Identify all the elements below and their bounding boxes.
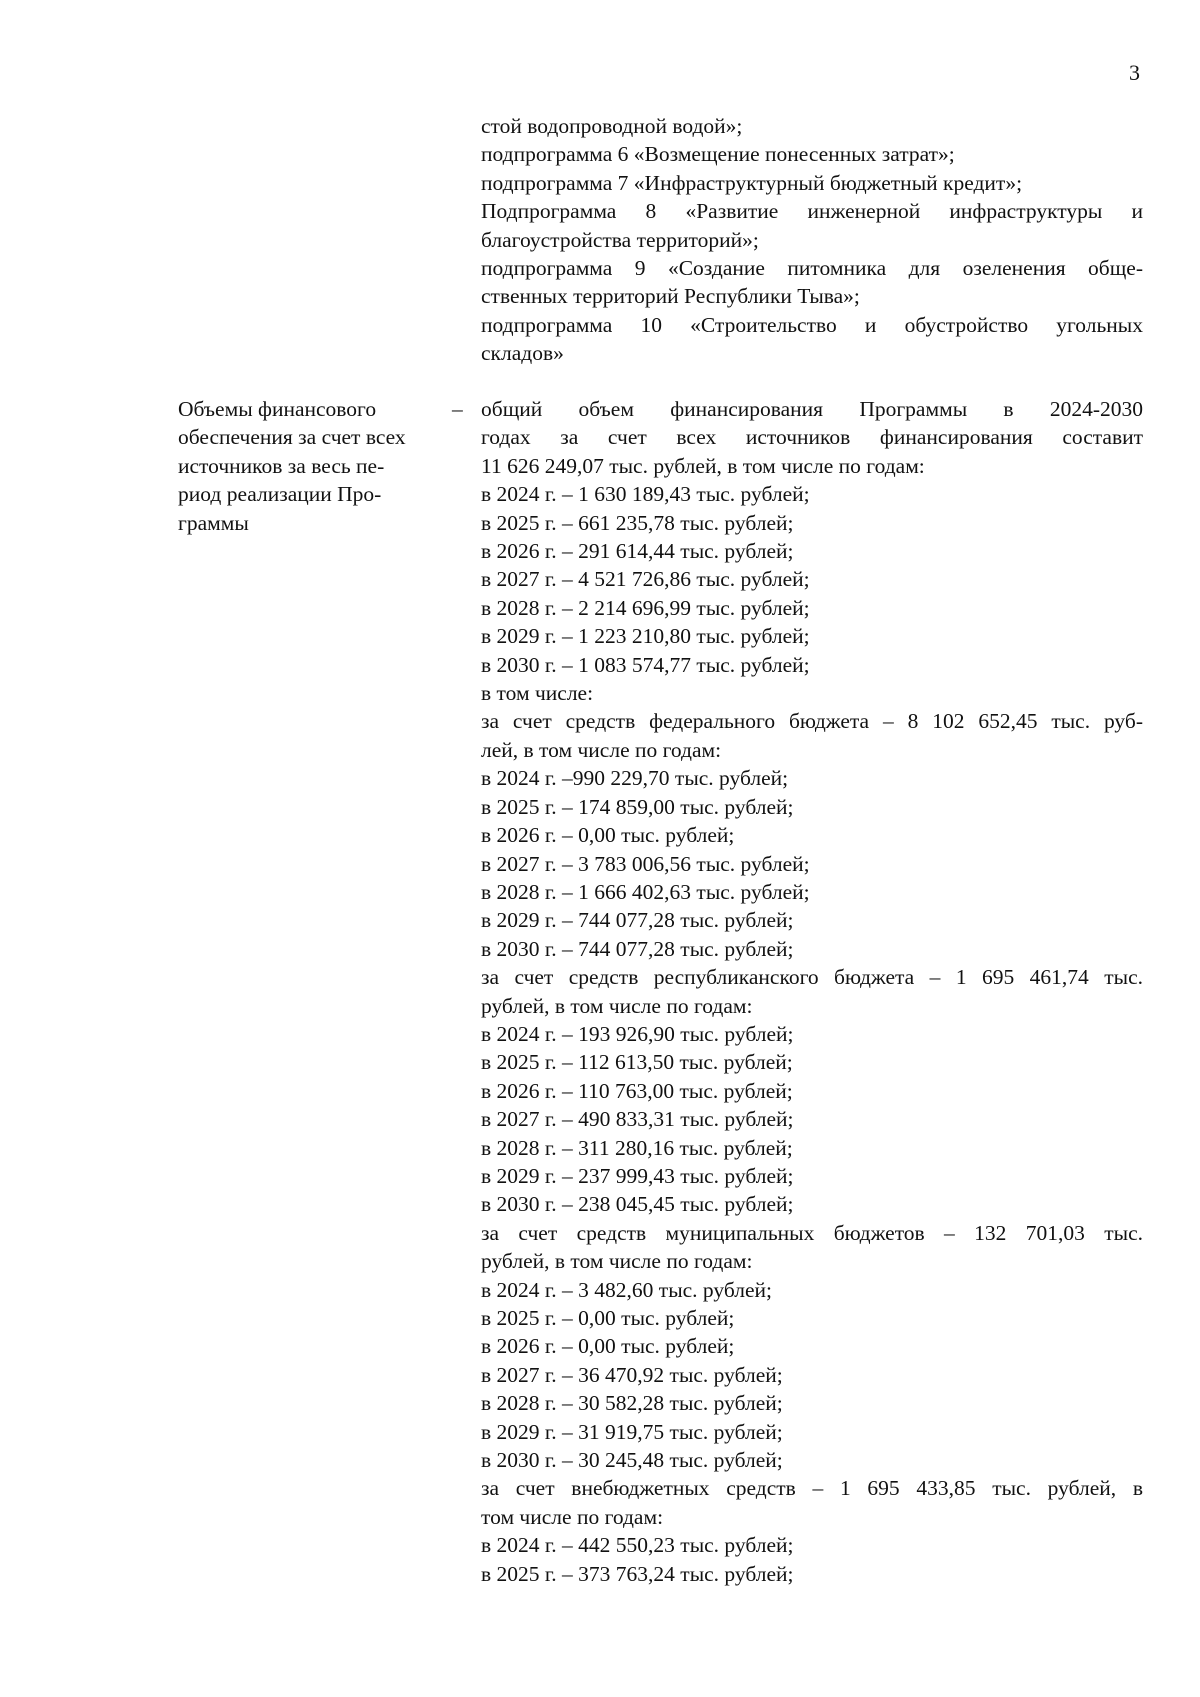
financing-line: лей, в том числе по годам: — [481, 737, 722, 762]
page-number: 3 — [1129, 60, 1140, 85]
financing-line: в 2025 г. – 373 763,24 тыс. рублей; — [481, 1561, 794, 1586]
subprogram-line: подпрограмма 7 «Инфраструктурный бюджетный кредит»; — [481, 170, 1023, 195]
financing-line: годах за счет всех источников финансирования составит — [481, 425, 1143, 450]
financing-line: общий объем финансирования Программы в 2024-2030 — [481, 397, 1143, 421]
subprogram-line: подпрограмма 10 «Строительство и обустройство угольных — [481, 312, 1143, 337]
financing-line: за счет внебюджетных средств – 1 695 433,85 тыс. рублей, в — [481, 1476, 1143, 1501]
financing-line: 11 626 249,07 тыс. рублей, в том числе по годам: — [481, 453, 925, 478]
financing-line: в 2030 г. – 30 245,48 тыс. рублей; — [481, 1448, 783, 1473]
financing-line: в 2028 г. – 30 582,28 тыс. рублей; — [481, 1391, 783, 1416]
financing-line: в 2026 г. – 0,00 тыс. рублей; — [481, 1334, 735, 1359]
financing-line: в 2025 г. – 661 235,78 тыс. рублей; — [481, 510, 794, 535]
financing-line: в 2027 г. – 490 833,31 тыс. рублей; — [481, 1107, 794, 1132]
financing-line: в 2025 г. – 112 613,50 тыс. рублей; — [481, 1050, 793, 1075]
subprogram-line: Подпрограмма 8 «Развитие инженерной инфраструктуры и — [481, 199, 1143, 224]
subprogram-line: складов» — [481, 341, 564, 366]
label-line: риод реализации Про- — [178, 482, 382, 507]
financing-line: в 2027 г. – 4 521 726,86 тыс. рублей; — [481, 567, 810, 592]
label-line: обеспечения за счет всех — [178, 425, 406, 450]
financing-line: в 2024 г. – 1 630 189,43 тыс. рублей; — [481, 482, 810, 507]
subprogram-line: ственных территорий Республики Тыва»; — [481, 284, 860, 309]
financing-line: в 2029 г. – 1 223 210,80 тыс. рублей; — [481, 624, 810, 649]
financing-line: в 2030 г. – 1 083 574,77 тыс. рублей; — [481, 652, 810, 677]
financing-line: в 2029 г. – 744 077,28 тыс. рублей; — [481, 908, 794, 933]
subprogram-line: стой водопроводной водой»; — [481, 114, 743, 138]
financing-line: в том числе: — [481, 681, 594, 706]
financing-line: том числе по годам: — [481, 1504, 664, 1529]
financing-line: в 2029 г. – 237 999,43 тыс. рублей; — [481, 1163, 794, 1188]
label-line: граммы — [178, 510, 249, 535]
subprogram-line: подпрограмма 6 «Возмещение понесенных затрат»; — [481, 142, 955, 167]
label-line: источников за весь пе- — [178, 453, 385, 478]
subprogram-list — [481, 112, 1143, 368]
financing-line: в 2028 г. – 311 280,16 тыс. рублей; — [481, 1135, 793, 1160]
financing-line: за счет средств муниципальных бюджетов – 132 701,03 тыс. — [481, 1220, 1143, 1245]
financing-line: в 2028 г. – 1 666 402,63 тыс. рублей; — [481, 879, 810, 904]
financing-details — [481, 395, 1143, 1588]
financing-line: в 2028 г. – 2 214 696,99 тыс. рублей; — [481, 595, 810, 620]
label-dash: – — [452, 397, 463, 421]
financing-line: в 2025 г. – 174 859,00 тыс. рублей; — [481, 794, 794, 819]
financing-line: в 2026 г. – 110 763,00 тыс. рублей; — [481, 1078, 793, 1103]
financing-label — [178, 395, 443, 537]
financing-line: в 2030 г. – 238 045,45 тыс. рублей; — [481, 1192, 794, 1217]
financing-line: в 2024 г. –990 229,70 тыс. рублей; — [481, 766, 789, 791]
subprogram-line: подпрограмма 9 «Создание питомника для озеленения обще- — [481, 256, 1143, 281]
financing-line: в 2027 г. – 36 470,92 тыс. рублей; — [481, 1362, 783, 1387]
label-line: Объемы финансового — [178, 397, 377, 421]
financing-line: в 2024 г. – 193 926,90 тыс. рублей; — [481, 1021, 794, 1046]
financing-line: в 2024 г. – 3 482,60 тыс. рублей; — [481, 1277, 773, 1302]
financing-line: в 2027 г. – 3 783 006,56 тыс. рублей; — [481, 851, 810, 876]
financing-line: в 2029 г. – 31 919,75 тыс. рублей; — [481, 1419, 783, 1444]
financing-line: за счет средств республиканского бюджета – 1 695 461,74 тыс. — [481, 965, 1143, 990]
financing-line: в 2026 г. – 291 614,44 тыс. рублей; — [481, 539, 794, 564]
subprogram-line: благоустройства территорий»; — [481, 227, 759, 252]
financing-line: в 2030 г. – 744 077,28 тыс. рублей; — [481, 936, 794, 961]
financing-line: в 2026 г. – 0,00 тыс. рублей; — [481, 823, 735, 848]
financing-line: рублей, в том числе по годам: — [481, 993, 753, 1018]
financing-line: рублей, в том числе по годам: — [481, 1249, 753, 1274]
financing-line: за счет средств федерального бюджета – 8 102 652,45 тыс. руб- — [481, 709, 1143, 734]
financing-line: в 2025 г. – 0,00 тыс. рублей; — [481, 1306, 735, 1330]
financing-line: в 2024 г. – 442 550,23 тыс. рублей; — [481, 1533, 794, 1558]
